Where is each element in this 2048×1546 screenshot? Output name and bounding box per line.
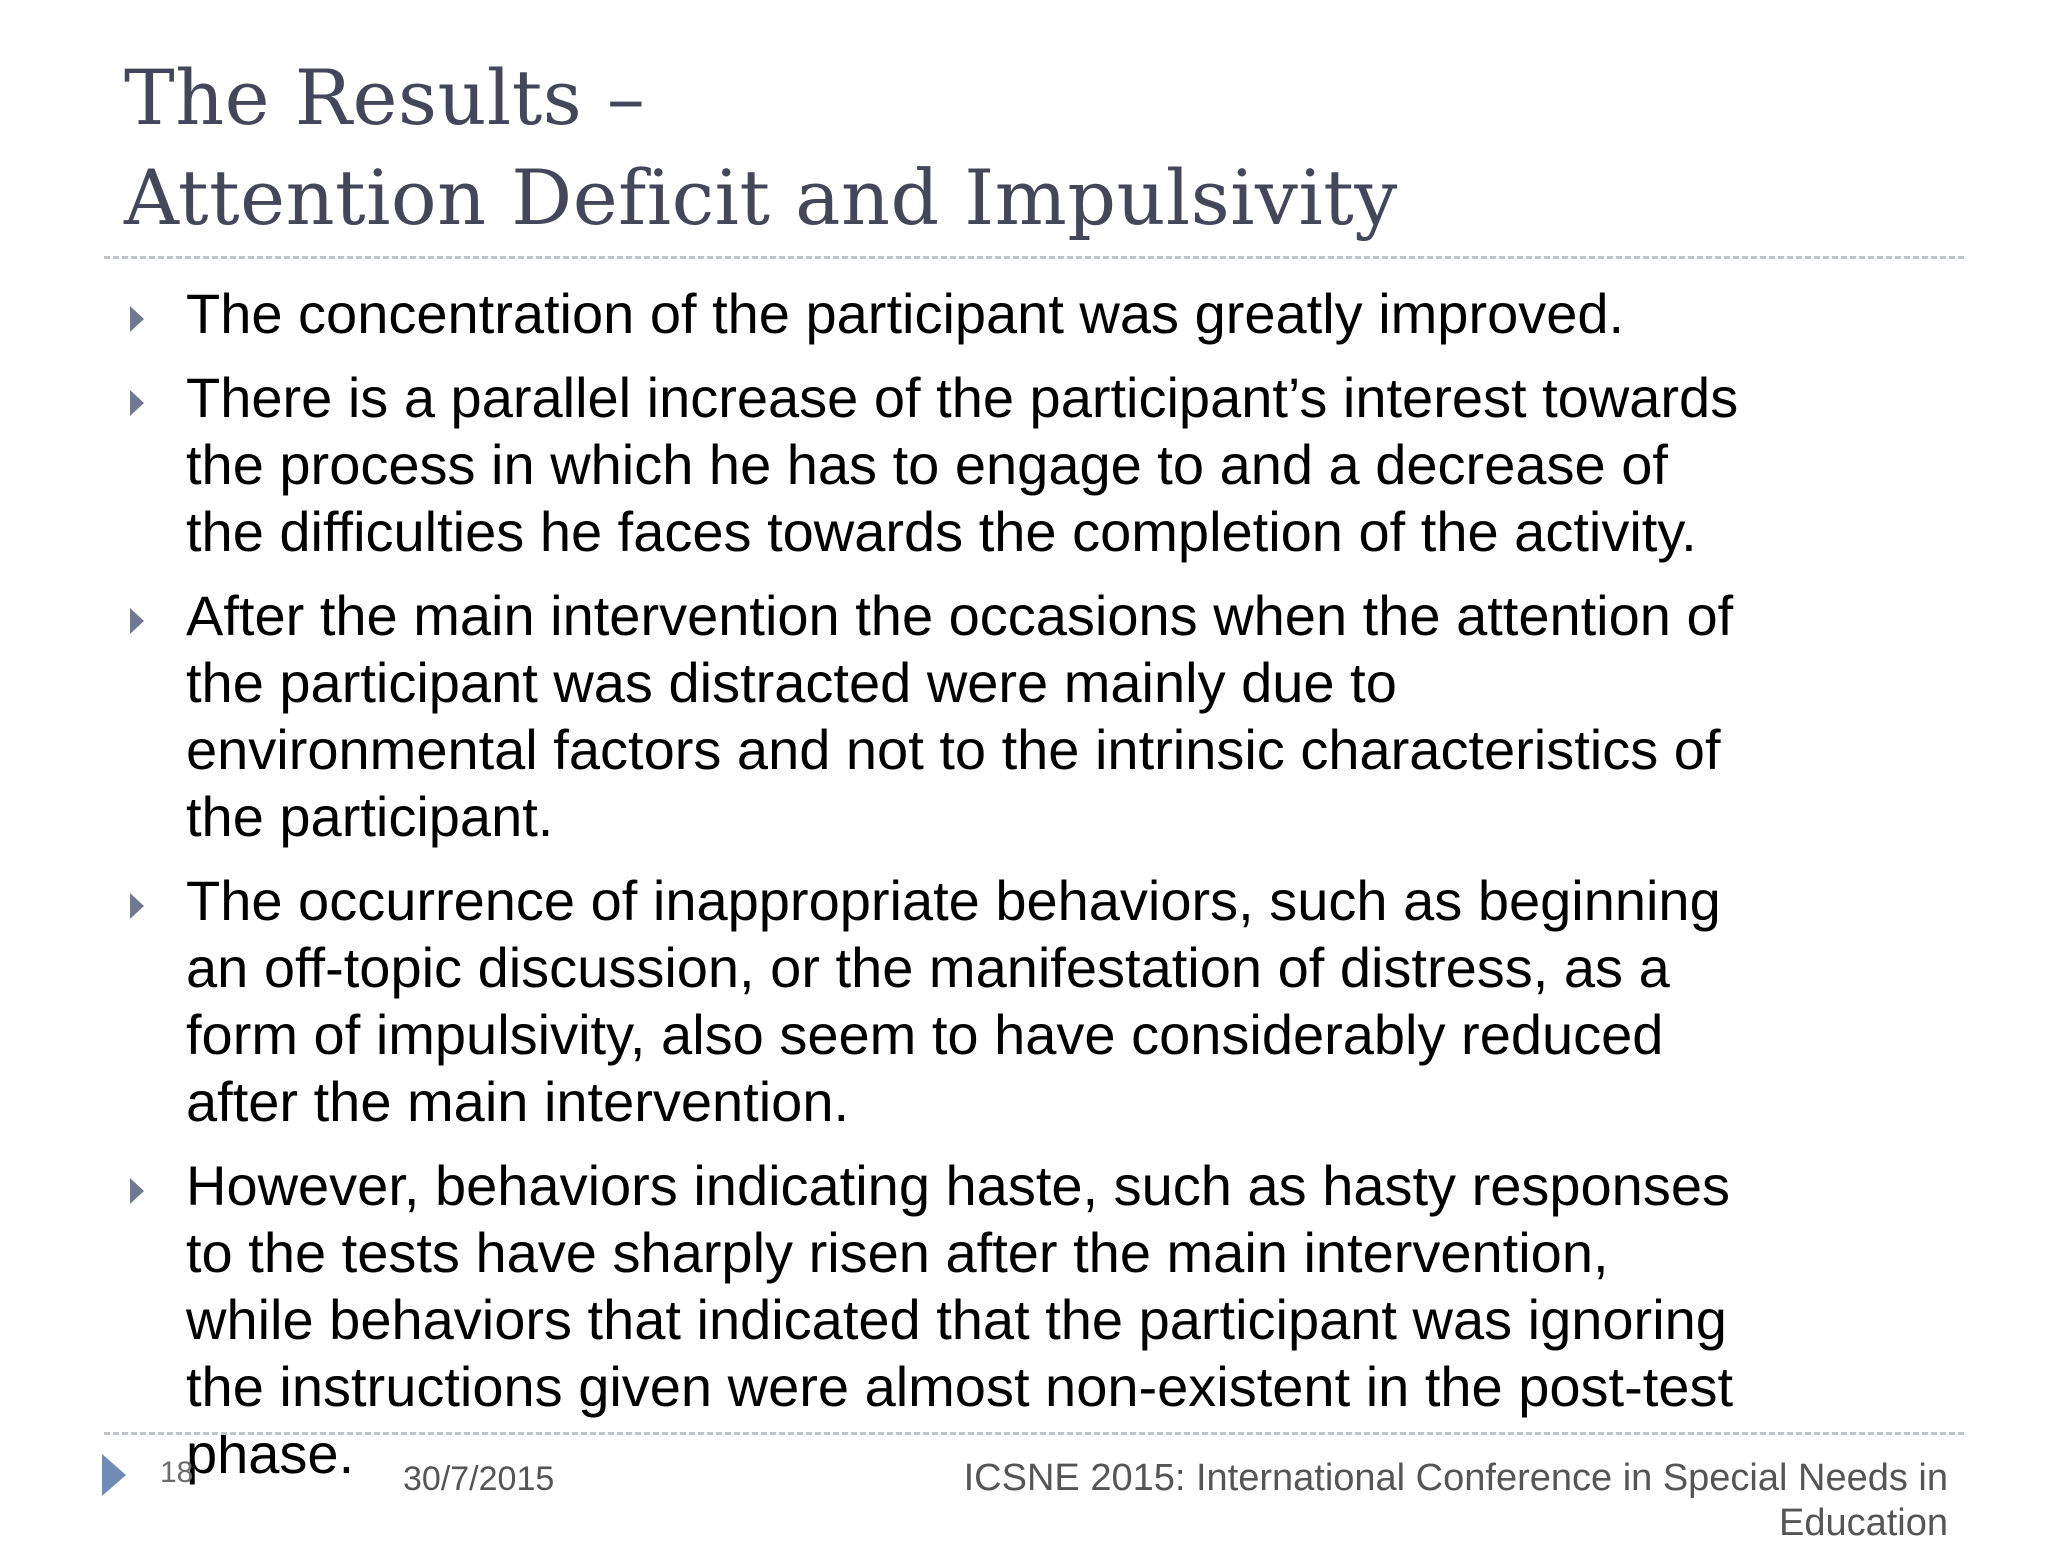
bullet-triangle-icon <box>130 390 144 416</box>
slide-title-line-1: The Results – <box>124 53 646 142</box>
slide-title-line-2: Attention Deficit and Impulsivity <box>124 153 1398 242</box>
footer-triangle-icon <box>102 1454 126 1496</box>
bullet-text: The concentration of the participant was greatly improved. <box>186 282 1625 345</box>
footer-conference: ICSNE 2015: International Conference in Special Needs in Education <box>963 1457 1948 1544</box>
bullet-triangle-icon <box>130 893 144 919</box>
bullet-text: After the main intervention the occasions when the attention of the participant was distracted were mainly due to environmental factors and not to the intrinsic characteristics of the participant. <box>186 584 1734 848</box>
bullet-text: There is a parallel increase of the participant’s interest towards the process in which he has to engage to and a decrease of the difficulties he faces towards the completion of the activity. <box>186 366 1739 563</box>
title-divider <box>104 256 1964 259</box>
bullet-triangle-icon <box>130 1178 144 1204</box>
bullet-triangle-icon <box>130 306 144 332</box>
slide-title <box>124 48 1944 248</box>
bullet-item <box>120 1152 1960 1487</box>
footer-date: 30/7/2015 <box>403 1460 555 1498</box>
bullet-text: The occurrence of inappropriate behaviors, such as beginning an off-topic discussion, or the manifestation of distress, as a form of impulsivity, also seem to have considerably reduced after the main intervention. <box>186 869 1721 1133</box>
bullet-item <box>120 280 1960 347</box>
bullet-item <box>120 582 1960 850</box>
bullet-list <box>120 280 1960 1504</box>
bullet-item <box>120 364 1960 565</box>
bullet-triangle-icon <box>130 608 144 634</box>
bullet-item <box>120 867 1960 1135</box>
bullet-text: However, behaviors indicating haste, such as hasty responses to the tests have sharply risen after the main intervention, while behaviors that indicated that the participant was ignoring the instructions given were almost non-existent in the post-test phase. <box>186 1154 1733 1485</box>
page-number: 18 <box>160 1456 194 1489</box>
footer-divider <box>104 1432 1964 1435</box>
